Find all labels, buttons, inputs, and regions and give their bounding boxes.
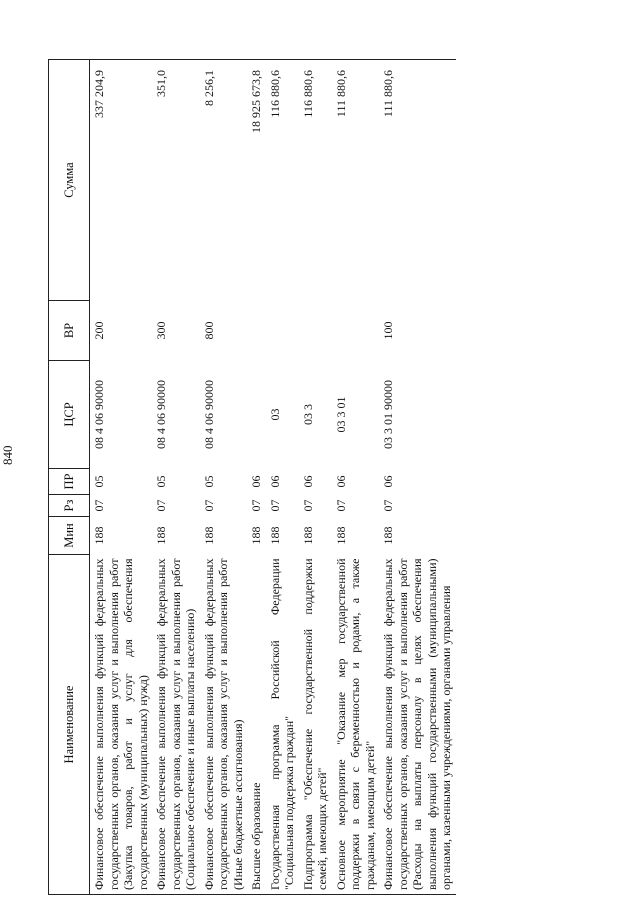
row-rz: 07 xyxy=(300,499,315,512)
table-row xyxy=(200,60,248,895)
table-row xyxy=(152,60,200,895)
row-min: 188 xyxy=(381,526,395,545)
row-sum: 111 880,6 xyxy=(332,60,380,301)
row-pr: 06 xyxy=(267,475,282,488)
row-vr xyxy=(247,301,266,361)
row-vr: 800 xyxy=(201,321,216,340)
row-sum: 116 880,6 xyxy=(299,60,332,301)
table-row xyxy=(266,60,299,895)
row-vr: 200 xyxy=(92,321,106,340)
row-pr: 05 xyxy=(154,475,168,488)
row-min: 188 xyxy=(333,526,348,545)
row-csr: 08 4 06 90000 xyxy=(154,380,168,449)
row-min: 188 xyxy=(267,526,282,545)
row-pr: 06 xyxy=(381,475,395,488)
table-row xyxy=(379,60,456,895)
row-csr xyxy=(247,361,266,469)
row-pr: 06 xyxy=(249,475,263,488)
header-name: Наименование xyxy=(49,555,90,895)
header-vr: ВР xyxy=(49,301,90,361)
header-min: Мин xyxy=(49,517,90,555)
row-csr: 03 3 01 90000 xyxy=(381,380,395,449)
row-csr: 08 4 06 90000 xyxy=(92,380,106,449)
header-sum: Сумма xyxy=(49,60,90,301)
row-vr xyxy=(332,301,380,361)
row-vr: 100 xyxy=(381,321,395,340)
row-rz: 07 xyxy=(249,499,263,512)
row-rz: 07 xyxy=(267,499,282,512)
row-rz: 07 xyxy=(92,499,106,512)
row-csr: 03 xyxy=(267,408,282,421)
row-rz: 07 xyxy=(333,499,348,512)
budget-table xyxy=(48,59,456,895)
row-vr xyxy=(266,301,299,361)
row-min: 188 xyxy=(154,526,168,545)
table-row xyxy=(332,60,380,895)
row-csr: 08 4 06 90000 xyxy=(201,380,216,449)
table-row xyxy=(90,60,153,895)
row-name: Финансовое обеспечение выполнения функций федеральных государственных органов, оказания услуг и выполнения работ (Расходы на выплаты персоналу в целях обеспечения выполнения функций государственными (муниципальными) органами, казенными учреждениями, органами управления xyxy=(379,555,456,895)
row-csr: 03 3 01 xyxy=(333,396,348,433)
row-rz: 07 xyxy=(154,499,168,512)
row-sum: 8 256,1 xyxy=(200,60,248,301)
rotated-table-page xyxy=(48,60,610,895)
row-rz: 07 xyxy=(201,499,216,512)
row-name: Финансовое обеспечение выполнения функций федеральных государственных органов, оказания услуг и выполнения работ (Социальное обеспечение и иные выплаты населению) xyxy=(152,555,200,895)
row-name: Финансовое обеспечение выполнения функций федеральных государственных органов, оказания услуг и выполнения работ (Иные бюджетные ассигнования) xyxy=(200,555,248,895)
table-row xyxy=(247,60,266,895)
row-min: 188 xyxy=(92,526,106,545)
row-pr: 05 xyxy=(92,475,106,488)
header-pr: ПР xyxy=(49,469,90,495)
row-name: Высшее образование xyxy=(247,555,266,895)
row-rz: 07 xyxy=(381,499,395,512)
row-pr: 05 xyxy=(201,475,216,488)
row-min: 188 xyxy=(249,526,263,545)
row-min: 188 xyxy=(300,526,315,545)
header-csr: ЦСР xyxy=(49,361,90,469)
row-pr: 06 xyxy=(333,475,348,488)
row-vr xyxy=(299,301,332,361)
row-vr: 300 xyxy=(154,321,168,340)
row-sum: 111 880,6 xyxy=(379,60,456,301)
table-header-row xyxy=(49,60,90,895)
row-csr: 03 3 xyxy=(300,404,315,425)
row-name: Финансовое обеспечение выполнения функций федеральных государственных органов, оказания услуг и выполнения работ (Закупка товаров, работ и услуг для обеспечения государственных (муниципальных) нужд) xyxy=(90,555,153,895)
row-pr: 06 xyxy=(300,475,315,488)
row-sum: 116 880,6 xyxy=(266,60,299,301)
row-name: Государственная программа Российской Федерации "Социальная поддержка граждан" xyxy=(266,555,299,895)
row-sum: 18 925 673,8 xyxy=(247,60,266,301)
row-min: 188 xyxy=(201,526,216,545)
row-sum: 337 204,9 xyxy=(90,60,153,301)
row-sum: 351,0 xyxy=(152,60,200,301)
header-rz: Рз xyxy=(49,495,90,517)
row-name: Основное мероприятие "Оказание мер государственной поддержки в связи с беременностью и родами, а также гражданам, имеющим детей" xyxy=(332,555,380,895)
page-number: 840 xyxy=(0,445,15,465)
row-name: Подпрограмма "Обеспечение государственной поддержки семей, имеющих детей" xyxy=(299,555,332,895)
table-row xyxy=(299,60,332,895)
